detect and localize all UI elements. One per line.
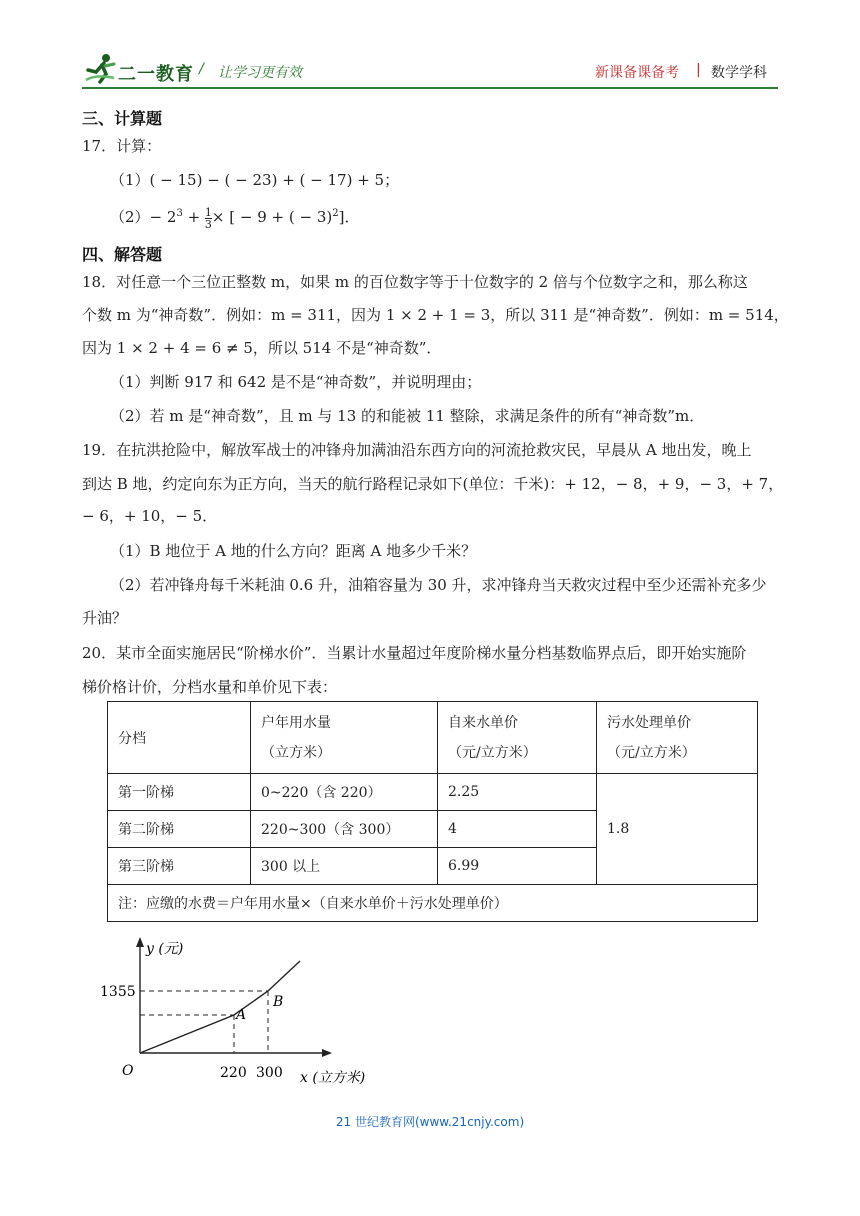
th-sewage-line1: 污水处理单价	[607, 714, 691, 731]
table-note-row	[108, 885, 758, 922]
origin-label: O	[122, 1063, 134, 1079]
q17-part2-end: ]．	[338, 208, 360, 226]
section-title-3: 三、计算题	[82, 109, 163, 128]
cell-sewage-price: 1.8	[597, 774, 758, 885]
fraction-numerator: 1	[204, 205, 212, 219]
th-tier: 分档	[108, 702, 251, 774]
q20-line2: 梯价格计价，分档水量和单价见下表：	[82, 678, 338, 696]
header-slash: /	[199, 61, 204, 77]
q18-line3: 因为 1 × 2 + 4 = 6 ≠ 5，所以 514 不是“神奇数”．	[82, 339, 442, 357]
q18-part2: （2）若 m 是“神奇数”，且 m 与 13 的和能被 11 整除，求满足条件的所有“神奇数”m．	[110, 407, 705, 425]
cell-usage: 0~220（含 220）	[251, 774, 438, 811]
q17-part1	[110, 170, 399, 190]
th-water-line1: 自来水单价	[448, 714, 518, 731]
th-water-line2: （元/立方米）	[448, 744, 537, 761]
header	[0, 0, 860, 95]
table-header-row	[108, 702, 758, 774]
q19-line3: − 6，+ 10，− 5．	[82, 507, 218, 525]
q17-part2-plus: +	[182, 208, 205, 226]
th-usage	[251, 702, 438, 774]
water-fee-graph	[100, 935, 400, 1095]
cell-price: 2.25	[438, 774, 597, 811]
point-b-label: B	[273, 994, 284, 1010]
q17-part2-exp: 3	[176, 208, 183, 219]
th-sewage-line2: （元/立方米）	[607, 744, 696, 761]
x-axis-label: x (立方米)	[300, 1070, 366, 1086]
fraction-denominator: 3	[204, 217, 212, 231]
header-slogan: 让学习更有效	[218, 65, 302, 81]
q19-part2-line1: （2）若冲锋舟每千米耗油 0.6 升，油箱容量为 30 升，求冲锋舟当天救灾过程中至少还需补充多少	[110, 576, 767, 594]
cell-tier: 第一阶梯	[108, 774, 251, 811]
q17-part2-exp2: 2	[332, 208, 339, 219]
th-sewage	[597, 702, 758, 774]
th-usage-line2: （立方米）	[261, 744, 331, 761]
q18-part1: （1）判断 917 和 642 是不是“神奇数”，并说明理由；	[110, 373, 482, 391]
header-course-label: 新课备课备考	[595, 65, 679, 81]
tier-price-table	[107, 701, 758, 922]
q18-line2: 个数 m 为“神奇数”．例如：m = 311，因为 1 × 2 + 1 = 3，所以 311 是“神奇数”．例如：m = 514，	[82, 306, 789, 324]
x-tick-label: 300	[256, 1065, 283, 1081]
y-axis-arrow-icon	[136, 937, 144, 947]
y-axis-label: y (元)	[146, 941, 184, 957]
q17-part1-expr: ( − 15) − ( − 23) + ( − 17) + 5；	[149, 171, 400, 189]
q19-line2: 到达 B 地，约定向东为正方向，当天的航行路程记录如下(单位：千米)：+ 12，− 8，+ 9，− 3，+ 7，	[82, 475, 784, 493]
section-title-4: 四、解答题	[82, 245, 163, 264]
q19-part1: （1）B 地位于 A 地的什么方向？距离 A 地多少千米？	[110, 542, 477, 560]
cell-tier: 第三阶梯	[108, 848, 251, 885]
cell-tier: 第二阶梯	[108, 811, 251, 848]
footer-link[interactable]: 21 世纪教育网(www.21cnjy.com)	[335, 1115, 525, 1129]
table-row	[108, 774, 758, 811]
header-subject: 数学学科	[711, 65, 767, 81]
cell-usage: 300 以上	[251, 848, 438, 885]
cell-price: 6.99	[438, 848, 597, 885]
q19-part2-line2: 升油？	[82, 609, 128, 627]
logo-runner-icon	[84, 52, 118, 86]
q20-line1: 20．某市全面实施居民“阶梯水价”．当累计水量超过年度阶梯水量分档基数临界点后，即开始实施阶	[82, 644, 747, 662]
y-tick-label: 1355	[100, 984, 136, 1000]
header-divider	[82, 87, 778, 89]
q17-part2-label: （2）	[110, 208, 150, 226]
th-water	[438, 702, 597, 774]
table-note: 注：应缴的水费＝户年用水量×（自来水单价＋污水处理单价）	[108, 885, 758, 922]
fraction	[205, 207, 212, 230]
cell-price: 4	[438, 811, 597, 848]
point-a-label: A	[236, 1007, 247, 1023]
th-usage-line1: 户年用水量	[261, 714, 331, 731]
x-tick-label: 220	[220, 1065, 247, 1081]
x-axis-arrow-icon	[322, 1049, 332, 1057]
q17-part1-label: （1）	[110, 171, 150, 189]
q19-line1: 19．在抗洪抢险中，解放军战士的冲锋舟加满油沿东西方向的河流抢救灾民，早晨从 A 地出发，晚上	[82, 441, 752, 459]
logo-text: 二一教育	[118, 64, 194, 85]
q17-part2-post: × [ − 9 + ( − 3)	[211, 208, 333, 226]
header-separator: |	[696, 62, 701, 78]
cell-usage: 220~300（含 300）	[251, 811, 438, 848]
q17-part2-pre: − 2	[149, 208, 177, 226]
q17-stem: 17．计算：	[82, 137, 162, 155]
q17-part2	[110, 204, 359, 230]
q18-line1: 18．对任意一个三位正整数 m，如果 m 的百位数字等于十位数字的 2 倍与个位数字之和，那么称这	[82, 273, 748, 291]
